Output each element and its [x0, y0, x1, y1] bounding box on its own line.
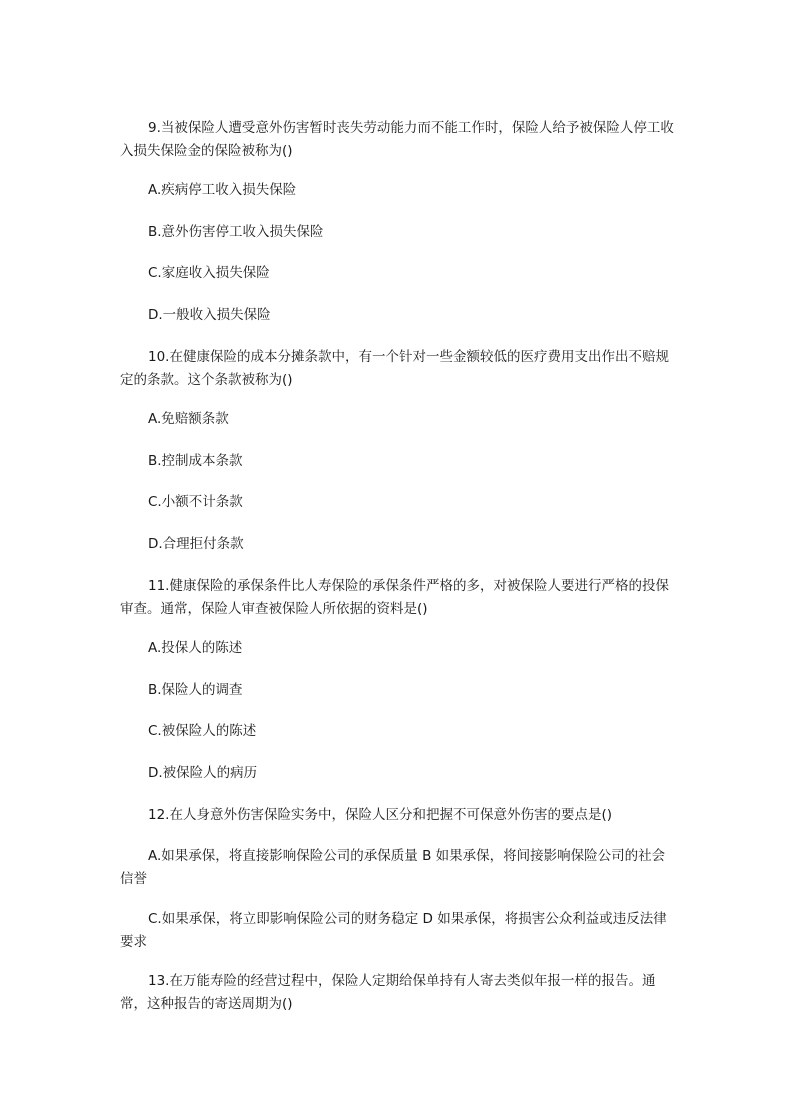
- question-9-stem: 9.当被保险人遭受意外伤害暂时丧失劳动能力而不能工作时，保险人给予被保险人停工收入损失保险金的保险被称为(): [120, 120, 674, 159]
- question-10-option-c: C.小额不计条款: [148, 494, 243, 510]
- question-9-option-c: C.家庭收入损失保险: [148, 265, 270, 281]
- question-11-option-a: A.投保人的陈述: [148, 640, 243, 656]
- question-9-option-b: B.意外伤害停工收入损失保险: [148, 224, 324, 240]
- question-9-option-d: D.一般收入损失保险: [148, 307, 271, 323]
- question-10-option-d: D.合理拒付条款: [148, 536, 244, 552]
- question-11-option-c: C.被保险人的陈述: [148, 723, 257, 739]
- question-13-stem: 13.在万能寿险的经营过程中，保险人定期给保单持有人寄去类似年报一样的报告。通常，这种报告的寄送周期为(): [120, 973, 656, 1012]
- question-10-option-b: B.控制成本条款: [148, 453, 243, 469]
- question-12-stem: 12.在人身意外伤害保险实务中，保险人区分和把握不可保意外伤害的要点是(): [148, 807, 613, 823]
- question-9-option-a: A.疾病停工收入损失保险: [148, 182, 297, 198]
- question-11-stem: 11.健康保险的承保条件比人寿保险的承保条件严格的多，对被保险人要进行严格的投保审查。通常，保险人审查被保险人所依据的资料是(): [120, 578, 669, 617]
- question-10-stem: 10.在健康保险的成本分摊条款中，有一个针对一些金额较低的医疗费用支出作出不赔规定的条款。这个条款被称为(): [120, 349, 669, 388]
- question-10-option-a: A.免赔额条款: [148, 411, 229, 427]
- question-12-option-cd: C.如果承保，将立即影响保险公司的财务稳定 D 如果承保，将损害公众利益或违反法律要求: [120, 911, 667, 950]
- question-12-option-ab: A.如果承保，将直接影响保险公司的承保质量 B 如果承保，将间接影响保险公司的社会信誉: [120, 848, 666, 887]
- question-11-option-b: B.保险人的调查: [148, 682, 243, 698]
- question-11-option-d: D.被保险人的病历: [148, 765, 258, 781]
